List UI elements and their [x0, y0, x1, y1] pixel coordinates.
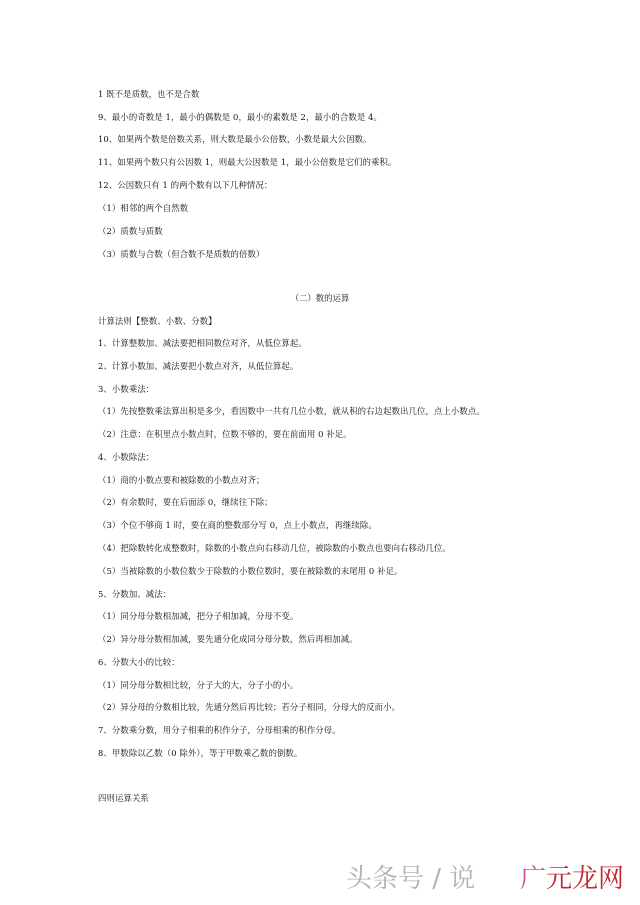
footer-heading: 四则运算关系	[98, 793, 149, 803]
watermark-overlay-red: 元龙网	[546, 864, 625, 894]
watermark-overlay	[520, 858, 624, 895]
text-line: 7、分数乘分数，用分子相乘的积作分子，分母相乘的积作分母。	[98, 725, 341, 735]
text-line: （1）同分母分数相比较，分子大的大，分子小的小。	[98, 680, 299, 690]
text-line: 3、小数乘法：	[98, 384, 155, 394]
watermark-overlay-green: 广	[520, 864, 547, 894]
text-line: （5）当被除数的小数位数少于除数的小数位数时，要在被除数的末尾用 0 补足。	[98, 566, 403, 576]
text-line: 10、如果两个数是倍数关系，则大数是最小公倍数，小数是最大公因数。	[98, 134, 372, 144]
text-line: 12、公因数只有 1 的两个数有以下几种情况：	[98, 180, 273, 190]
text-line: （4）把除数转化成整数时，除数的小数点向右移动几位，被除数的小数点也要向右移动几位。	[98, 543, 451, 553]
text-line: （1）先按整数乘法算出积是多少，看因数中一共有几位小数，就从积的右边起数出几位，点上小数点。	[98, 406, 485, 416]
section-title: （二）数的运算	[290, 293, 350, 303]
text-line: （3）质数与合数（但合数不是质数的倍数）	[98, 249, 265, 259]
text-line: 11、如果两个数只有公因数 1，则最大公因数是 1，最小公倍数是它们的乘积。	[98, 157, 397, 167]
watermark-text: 头条号 / 说	[346, 864, 476, 894]
text-line: （2）有余数时，要在后面添 0，继续往下除；	[98, 497, 273, 507]
text-line: （1）商的小数点要和被除数的小数点对齐；	[98, 475, 265, 485]
text-line: 8、甲数除以乙数（0 除外），等于甲数乘乙数的倒数。	[98, 748, 303, 758]
text-line: （1）相邻的两个自然数	[98, 203, 189, 213]
text-line: （2）异分母分数相加减，要先通分化成同分母分数，然后再相加减。	[98, 634, 358, 644]
text-line: （3）个位不够商 1 时，要在商的整数部分写 0，点上小数点，再继续除。	[98, 520, 377, 530]
text-line: （2）异分母的分数相比较，先通分然后再比较；若分子相同，分母大的反而小。	[98, 702, 401, 712]
text-line: （2）质数与质数	[98, 226, 163, 236]
text-line: 6、分数大小的比较：	[98, 657, 180, 667]
text-line: 9、最小的奇数是 1，最小的偶数是 0，最小的素数是 2，最小的合数是 4。	[98, 112, 382, 122]
text-line: 4、小数除法：	[98, 452, 155, 462]
text-line: （2）注意：在积里点小数点时，位数不够的，要在前面用 0 补足。	[98, 429, 352, 439]
text-line: 5、分数加、减法：	[98, 589, 172, 599]
text-line: 2、计算小数加、减法要把小数点对齐，从低位算起。	[98, 361, 299, 371]
text-line: （1）同分母分数相加减，把分子相加减，分母不变。	[98, 611, 299, 621]
text-line: 1、计算整数加、减法要把相同数位对齐，从低位算起。	[98, 338, 307, 348]
text-line: 计算法则【整数、小数、分数】	[98, 316, 217, 326]
text-line: 1 既不是质数，也不是合数	[98, 89, 200, 99]
